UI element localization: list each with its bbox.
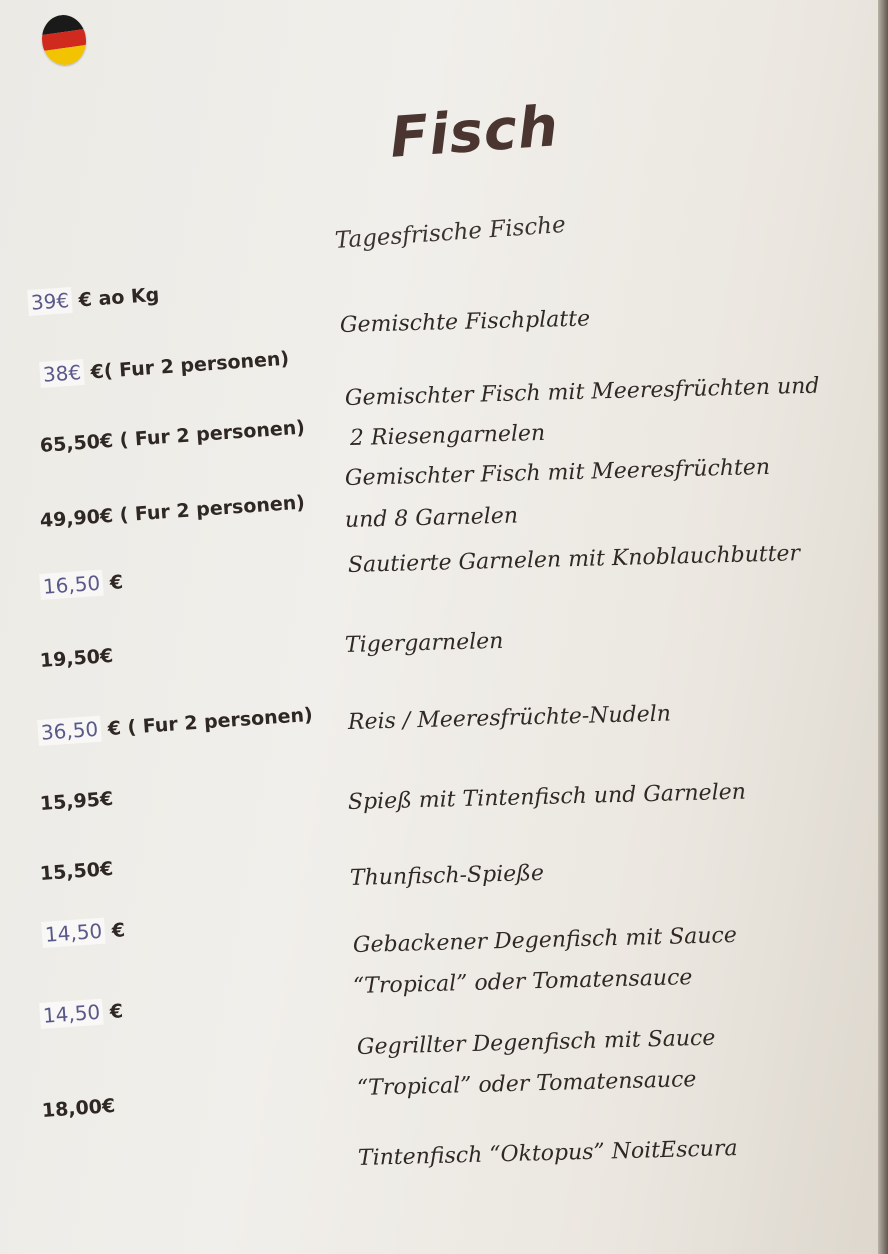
dish-name: Gemischte Fischplatte <box>339 306 591 338</box>
dish-name-line2: “Tropical” oder Tomatensauce <box>356 1067 697 1101</box>
price-handwritten: 14,50 <box>41 918 106 948</box>
dish-name: Reis / Meeresfrüchte-Nudeln <box>347 701 672 735</box>
dish-name-line2: “Tropical” oder Tomatensauce <box>352 965 693 999</box>
dish-name-line2: 2 Riesengarnelen <box>349 420 546 451</box>
price-handwritten: 39€ <box>27 287 73 316</box>
price-handwritten: 36,50 <box>37 716 102 746</box>
price-printed: 15,95€ <box>39 787 114 815</box>
price-handwritten: 16,50 <box>39 570 104 600</box>
price-printed: 18,00€ <box>41 1094 116 1122</box>
dish-name-line2: und 8 Garnelen <box>344 503 519 533</box>
price-printed: 65,50€ ( Fur 2 personen) <box>39 416 306 457</box>
dish-name: Gemischter Fisch mit Meeresfrüchten und <box>344 373 820 411</box>
dish-name: Gebackener Degenfisch mit Sauce <box>352 922 738 958</box>
price-printed: 15,50€ <box>39 857 114 885</box>
price-printed: 49,90€ ( Fur 2 personen) <box>39 491 306 532</box>
page-title: Fisch <box>387 94 561 171</box>
price-printed: 19,50€ <box>39 644 114 672</box>
section-subtitle: Tagesfrische Fische <box>334 211 567 254</box>
dish-name: Tintenfisch “Oktopus” NoitEscura <box>357 1136 738 1171</box>
price-handwritten: 14,50 <box>39 999 104 1029</box>
price-printed: € ( Fur 2 personen) <box>107 703 314 741</box>
price-printed: € <box>109 1000 124 1024</box>
price-printed: € ao Kg <box>77 283 160 312</box>
dish-name: Thunfisch-Spieße <box>349 860 545 891</box>
dish-name: Gemischter Fisch mit Meeresfrüchten <box>344 454 771 491</box>
dish-name: Sautierte Garnelen mit Knoblauchbutter <box>347 541 801 578</box>
dish-name: Spieß mit Tintenfisch und Garnelen <box>347 779 747 815</box>
price-printed: € <box>109 571 124 595</box>
dish-name: Gegrillter Degenfisch mit Sauce <box>356 1025 716 1060</box>
page-edge <box>878 0 888 1254</box>
dish-name: Tigergarnelen <box>344 628 504 658</box>
price-handwritten: 38€ <box>39 359 85 388</box>
price-printed: €( Fur 2 personen) <box>89 347 290 384</box>
price-printed: € <box>111 919 126 943</box>
